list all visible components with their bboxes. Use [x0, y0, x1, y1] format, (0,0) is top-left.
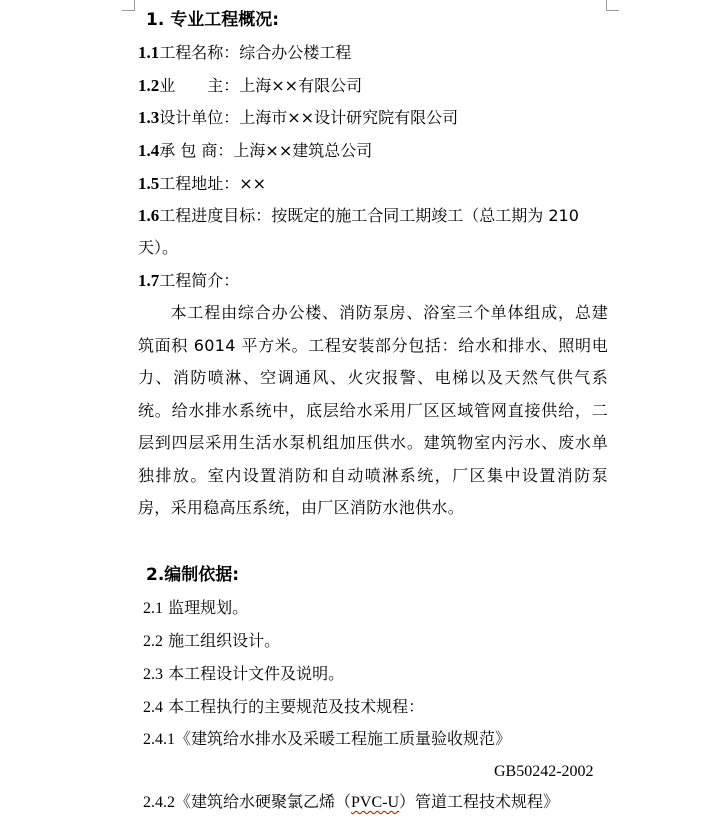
item-number: 1.1 [138, 43, 160, 62]
list-item [143, 664, 344, 685]
item-text: 监理规划。 [168, 598, 249, 617]
standard-code [494, 762, 594, 782]
item-number: 2.4.2 [143, 794, 175, 811]
item-number: 1.4 [138, 141, 160, 160]
list-item [143, 631, 280, 652]
item-number: 1.3 [138, 108, 160, 127]
standard-item [143, 792, 559, 813]
item-text: 本工程执行的主要规范及技术规程： [168, 697, 425, 716]
paragraph-text: 本工程由综合办公楼、消防泵房、浴室三个单体组成，总建筑面积 6014 平方米。工程安装部分包括：给水和排水、照明电力、消防喷淋、空调通风、火灾报警、电梯以及天然气供气系统。给水排水系统中，底层给水采用厂区区域管网直接供给，二层到四层采用生活水泵机组加压供水。建筑物室内污水、废水单独排放。室内设置消防和自动喷淋系统，厂区集中设置消防泵房，采用稳高压系统，由厂区消防水池供水。 [138, 303, 608, 517]
item-text: 天）。 [138, 238, 179, 257]
item-text: 承 包 商：上海××建筑总公司 [159, 141, 373, 160]
item-number: 1.2 [138, 76, 160, 95]
list-item [143, 697, 424, 718]
list-item [138, 141, 372, 161]
section-2-title: 2.编制依据: [146, 565, 240, 585]
standard-code-text: GB50242-2002 [494, 763, 594, 780]
section-1-title: 1. 专业工程概况: [146, 10, 280, 30]
list-item [138, 206, 579, 226]
item-text: 工程名称：综合办公楼工程 [159, 43, 352, 62]
list-item [138, 76, 362, 96]
item-text: 设计单位：上海市××设计研究院有限公司 [159, 108, 459, 127]
standard-title-part: ）管道工程技术规程》 [399, 792, 560, 811]
list-item [143, 598, 248, 619]
item-number: 1.6 [138, 206, 160, 225]
list-item-continuation [138, 238, 178, 258]
item-text: 施工组织设计。 [168, 631, 281, 650]
list-item [138, 108, 458, 128]
item-text: 工程简介： [159, 271, 240, 290]
spellcheck-marked-text: PVC-U [351, 794, 400, 811]
item-number: 2.4 [143, 699, 163, 716]
standard-title-part: 《建筑给水硬聚氯乙烯（ [175, 792, 352, 811]
item-number: 1.5 [138, 174, 160, 193]
item-text: 业 主：上海××有限公司 [159, 76, 363, 95]
item-number: 2.2 [143, 633, 163, 650]
item-text: 工程地址：×× [159, 174, 267, 193]
standard-item [143, 729, 511, 750]
section-2-heading [146, 565, 239, 585]
project-intro-paragraph [138, 297, 608, 525]
item-number: 1.7 [138, 271, 160, 290]
item-number: 2.4.1 [143, 731, 175, 748]
item-number: 2.3 [143, 666, 163, 683]
list-item [138, 174, 266, 194]
item-number: 2.1 [143, 600, 163, 617]
standard-title: 《建筑给水排水及采暖工程施工质量验收规范》 [175, 729, 512, 748]
item-text: 工程进度目标：按既定的施工合同工期竣工（总工期为 210 [159, 206, 579, 225]
section-1-heading [146, 10, 279, 30]
item-text: 本工程设计文件及说明。 [168, 664, 345, 683]
page-corner-mark-right [606, 0, 619, 11]
list-item [138, 43, 351, 63]
list-item [138, 271, 239, 291]
page-corner-mark-left [122, 0, 135, 11]
